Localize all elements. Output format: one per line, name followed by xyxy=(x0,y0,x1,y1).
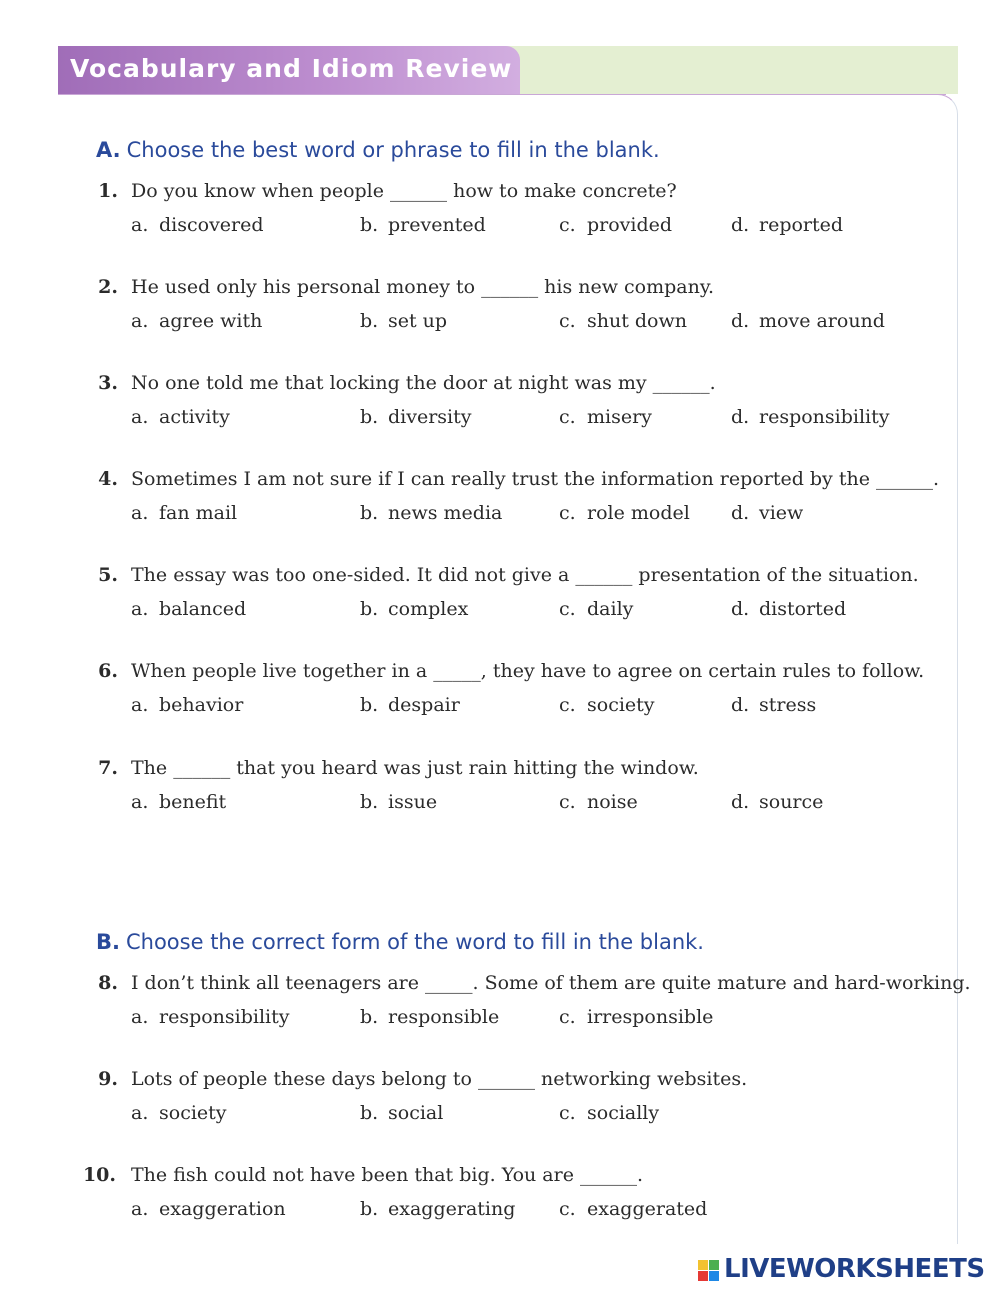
section-b-instruction: Choose the correct form of the word to fill in the blank. xyxy=(125,930,704,954)
option-letter: c. xyxy=(559,310,576,332)
option-letter: b. xyxy=(360,791,379,813)
section-a-heading xyxy=(96,138,660,162)
option-text: socially xyxy=(587,1102,660,1124)
option-letter: b. xyxy=(360,1198,379,1220)
question-number: 3. xyxy=(98,372,118,394)
answer-option[interactable] xyxy=(360,406,472,428)
option-text: daily xyxy=(587,598,634,620)
option-text: agree with xyxy=(159,310,263,332)
option-letter: b. xyxy=(360,502,379,524)
option-text: stress xyxy=(759,694,817,716)
answer-option[interactable] xyxy=(731,214,843,236)
option-letter: a. xyxy=(131,598,149,620)
option-letter: a. xyxy=(131,791,149,813)
liveworksheets-logo-icon xyxy=(698,1260,720,1282)
answer-option[interactable] xyxy=(131,310,262,332)
option-text: diversity xyxy=(388,406,472,428)
section-b-letter: B. xyxy=(96,930,120,954)
option-text: society xyxy=(587,694,655,716)
option-letter: d. xyxy=(731,406,750,428)
option-letter: b. xyxy=(360,1006,379,1028)
answer-option[interactable] xyxy=(731,406,890,428)
option-text: exaggeration xyxy=(159,1198,286,1220)
option-letter: b. xyxy=(360,214,379,236)
option-letter: a. xyxy=(131,214,149,236)
answer-option[interactable] xyxy=(131,502,237,524)
option-text: despair xyxy=(388,694,460,716)
answer-option[interactable] xyxy=(559,791,638,813)
option-letter: c. xyxy=(559,598,576,620)
option-text: view xyxy=(759,502,804,524)
option-text: issue xyxy=(388,791,438,813)
answer-option[interactable] xyxy=(559,406,652,428)
option-text: irresponsible xyxy=(587,1006,714,1028)
answer-option[interactable] xyxy=(559,310,687,332)
question-number: 6. xyxy=(98,660,118,682)
question-text: The essay was too one-sided. It did not give a ______ presentation of the situation. xyxy=(131,564,919,586)
option-text: balanced xyxy=(159,598,247,620)
option-text: source xyxy=(759,791,824,813)
question-number: 1. xyxy=(98,180,118,202)
option-text: move around xyxy=(759,310,885,332)
option-text: behavior xyxy=(159,694,244,716)
question-text: He used only his personal money to ______ his new company. xyxy=(131,276,715,298)
answer-option[interactable] xyxy=(131,598,246,620)
option-letter: c. xyxy=(559,1102,576,1124)
option-text: responsible xyxy=(388,1006,500,1028)
option-letter: a. xyxy=(131,1198,149,1220)
option-text: set up xyxy=(388,310,448,332)
question-number: 10. xyxy=(82,1164,116,1186)
option-letter: d. xyxy=(731,598,750,620)
answer-option[interactable] xyxy=(131,1198,286,1220)
option-letter: c. xyxy=(559,1198,576,1220)
option-letter: a. xyxy=(131,1102,149,1124)
answer-option[interactable] xyxy=(360,310,447,332)
option-letter: c. xyxy=(559,214,576,236)
option-text: exaggerating xyxy=(388,1198,516,1220)
question-text: No one told me that locking the door at night was my ______. xyxy=(131,372,716,394)
option-letter: d. xyxy=(731,214,750,236)
answer-option[interactable] xyxy=(360,502,502,524)
option-letter: d. xyxy=(731,310,750,332)
answer-option[interactable] xyxy=(360,598,468,620)
option-letter: c. xyxy=(559,1006,576,1028)
option-letter: c. xyxy=(559,406,576,428)
option-text: responsibility xyxy=(759,406,890,428)
option-text: reported xyxy=(759,214,844,236)
question-number: 8. xyxy=(98,972,118,994)
answer-option[interactable] xyxy=(731,310,885,332)
option-letter: c. xyxy=(559,694,576,716)
option-letter: d. xyxy=(731,502,750,524)
option-text: provided xyxy=(587,214,673,236)
question-text: Sometimes I am not sure if I can really trust the information reported by the ______. xyxy=(131,468,940,490)
question-number: 4. xyxy=(98,468,118,490)
answer-option[interactable] xyxy=(559,1198,707,1220)
section-a-instruction: Choose the best word or phrase to fill in the blank. xyxy=(126,138,660,162)
answer-option[interactable] xyxy=(131,1102,227,1124)
page-border xyxy=(930,94,958,1244)
header-divider xyxy=(58,94,946,95)
answer-option[interactable] xyxy=(131,1006,290,1028)
question-text: I don’t think all teenagers are _____. Some of them are quite mature and hard-working. xyxy=(131,972,971,994)
section-b-heading xyxy=(96,930,704,954)
option-letter: b. xyxy=(360,598,379,620)
question-text: Do you know when people ______ how to make concrete? xyxy=(131,180,677,202)
answer-option[interactable] xyxy=(731,791,823,813)
question-number: 2. xyxy=(98,276,118,298)
option-letter: a. xyxy=(131,694,149,716)
option-text: activity xyxy=(159,406,230,428)
option-text: social xyxy=(388,1102,444,1124)
option-letter: b. xyxy=(360,310,379,332)
option-letter: c. xyxy=(559,502,576,524)
answer-option[interactable] xyxy=(559,502,690,524)
answer-option[interactable] xyxy=(131,791,226,813)
option-text: misery xyxy=(587,406,652,428)
answer-option[interactable] xyxy=(559,1102,659,1124)
answer-option[interactable] xyxy=(559,1006,713,1028)
option-text: fan mail xyxy=(159,502,238,524)
option-text: exaggerated xyxy=(587,1198,708,1220)
option-text: responsibility xyxy=(159,1006,290,1028)
option-letter: a. xyxy=(131,1006,149,1028)
page-title: Vocabulary and Idiom Review xyxy=(70,54,513,83)
option-text: shut down xyxy=(587,310,688,332)
option-letter: a. xyxy=(131,310,149,332)
option-letter: d. xyxy=(731,694,750,716)
option-text: complex xyxy=(388,598,469,620)
question-text: Lots of people these days belong to ______ networking websites. xyxy=(131,1068,748,1090)
answer-option[interactable] xyxy=(731,502,803,524)
option-letter: c. xyxy=(559,791,576,813)
answer-option[interactable] xyxy=(559,214,672,236)
option-letter: b. xyxy=(360,1102,379,1124)
question-number: 7. xyxy=(98,757,118,779)
option-letter: a. xyxy=(131,502,149,524)
option-text: role model xyxy=(587,502,690,524)
answer-option[interactable] xyxy=(360,694,460,716)
option-text: society xyxy=(159,1102,227,1124)
answer-option[interactable] xyxy=(731,694,816,716)
answer-option[interactable] xyxy=(131,406,230,428)
answer-option[interactable] xyxy=(360,214,486,236)
option-text: prevented xyxy=(388,214,486,236)
option-letter: b. xyxy=(360,406,379,428)
section-a-letter: A. xyxy=(96,138,121,162)
question-text: When people live together in a _____, they have to agree on certain rules to follow. xyxy=(131,660,925,682)
answer-option[interactable] xyxy=(360,791,437,813)
answer-option[interactable] xyxy=(360,1102,443,1124)
option-letter: b. xyxy=(360,694,379,716)
option-text: distorted xyxy=(759,598,847,620)
answer-option[interactable] xyxy=(559,694,655,716)
question-number: 5. xyxy=(98,564,118,586)
option-letter: a. xyxy=(131,406,149,428)
question-text: The fish could not have been that big. You are ______. xyxy=(131,1164,644,1186)
answer-option[interactable] xyxy=(360,1198,515,1220)
answer-option[interactable] xyxy=(360,1006,499,1028)
option-letter: d. xyxy=(731,791,750,813)
option-text: noise xyxy=(587,791,638,813)
answer-option[interactable] xyxy=(131,694,243,716)
option-text: benefit xyxy=(159,791,227,813)
answer-option[interactable] xyxy=(131,214,264,236)
question-number: 9. xyxy=(98,1068,118,1090)
question-text: The ______ that you heard was just rain hitting the window. xyxy=(131,757,699,779)
option-text: news media xyxy=(388,502,503,524)
liveworksheets-logo: LIVEWORKSHEETS xyxy=(724,1254,985,1284)
answer-option[interactable] xyxy=(731,598,846,620)
answer-option[interactable] xyxy=(559,598,633,620)
option-text: discovered xyxy=(159,214,264,236)
